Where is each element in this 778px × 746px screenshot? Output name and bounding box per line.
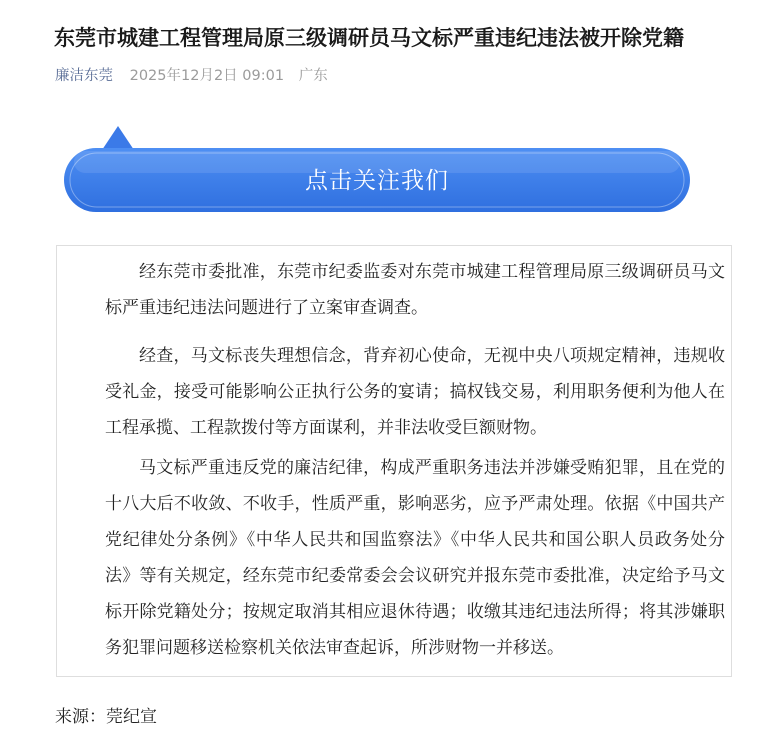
article-title: 东莞市城建工程管理局原三级调研员马文标严重违纪违法被开除党籍 bbox=[54, 26, 684, 50]
article-source: 来源：莞纪宣 bbox=[55, 707, 157, 727]
publish-location: 广东 bbox=[298, 68, 328, 84]
follow-us-banner[interactable] bbox=[64, 126, 690, 212]
body-paragraph-2: 经查，马文标丧失理想信念，背弃初心使命，无视中央八项规定精神，违规收受礼金，接受可能影响公正执行公务的宴请；搞权钱交易，利用职务便利为他人在工程承揽、工程款拨付等方面谋利，并非法收受巨额财物。 bbox=[105, 346, 725, 438]
account-name-link[interactable]: 廉洁东莞 bbox=[55, 68, 113, 84]
banner-pointer-icon bbox=[102, 126, 134, 150]
article-meta bbox=[55, 64, 328, 88]
follow-us-label: 点击关注我们 bbox=[305, 168, 449, 194]
body-paragraph-3: 马文标严重违反党的廉洁纪律，构成严重职务违法并涉嫌受贿犯罪，且在党的十八大后不收敛、不收手，性质严重，影响恶劣，应予严肃处理。依据《中国共产党纪律处分条例》《中华人民共和国监察法》《中华人民共和国公职人员政务处分法》等有关规定，经东莞市纪委常委会会议研究并报东莞市委批准，决定给予马文标开除党籍处分；按规定取消其相应退休待遇；收缴其违纪违法所得；将其涉嫌职务犯罪问题移送检察机关依法审查起诉，所涉财物一并移送。 bbox=[105, 458, 725, 658]
body-paragraph-1: 经东莞市委批准，东莞市纪委监委对东莞市城建工程管理局原三级调研员马文标严重违纪违法问题进行了立案审查调查。 bbox=[105, 262, 725, 318]
publish-time: 2025年12月2日 09:01 bbox=[129, 68, 285, 84]
article-body-box bbox=[56, 245, 732, 677]
